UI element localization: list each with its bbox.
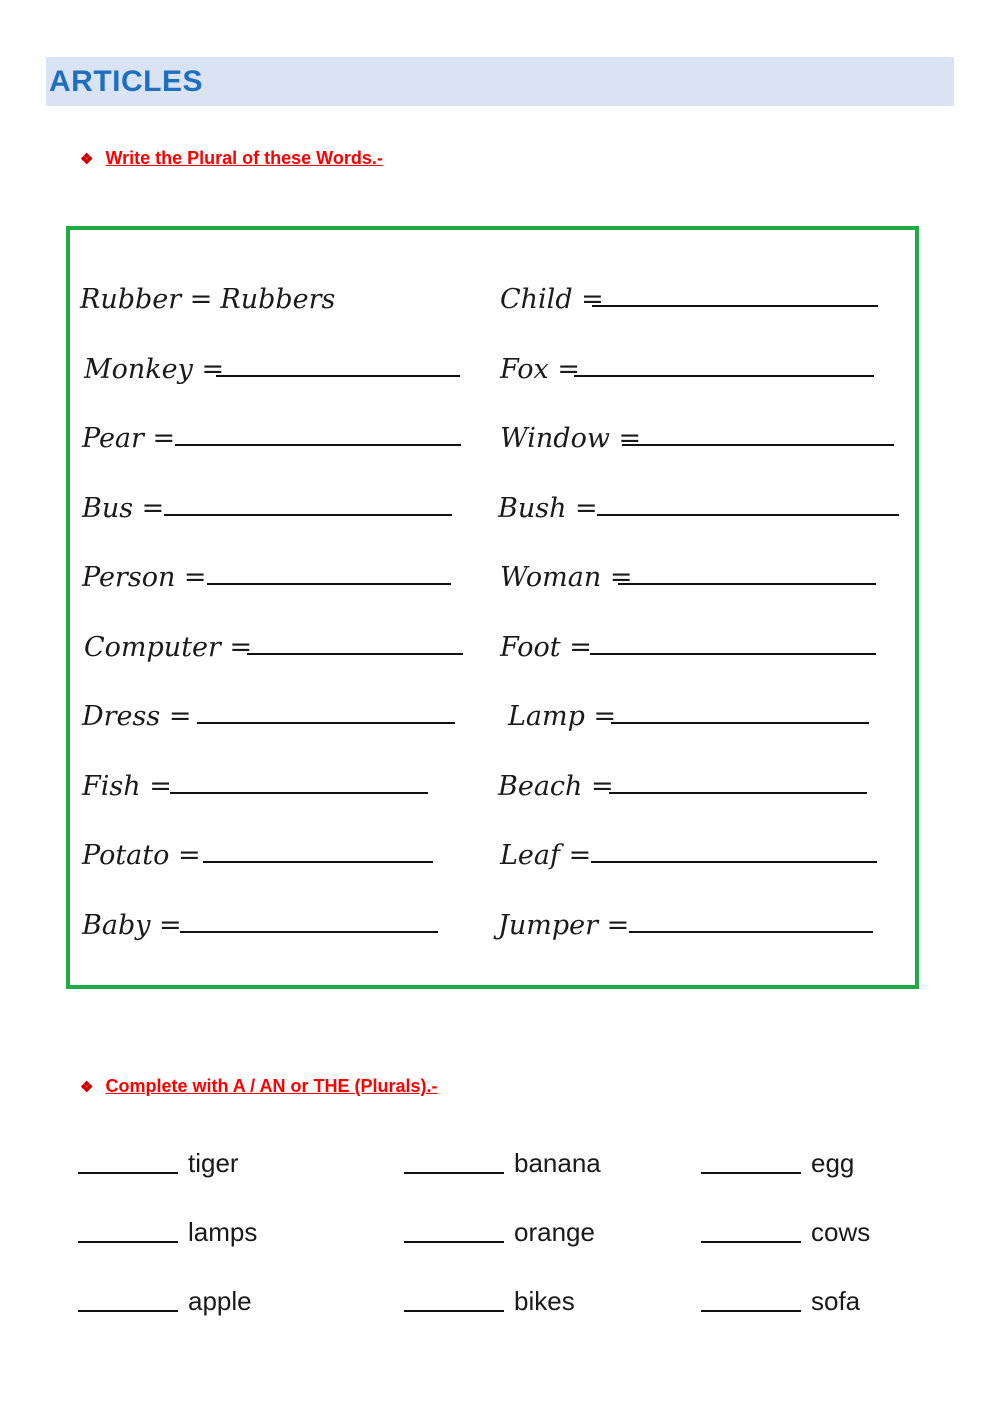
plural-item [82, 484, 164, 524]
article-item [78, 1214, 257, 1248]
plural-word: Potato = [82, 840, 201, 871]
section-heading-text: Write the Plural of these Words.- [105, 148, 383, 168]
answer-blank-line[interactable] [197, 721, 455, 724]
page-title: ARTICLES [49, 65, 203, 98]
article-word: banana [514, 1148, 601, 1178]
plural-item [82, 831, 201, 871]
plural-item [498, 762, 614, 802]
plural-item [500, 831, 591, 871]
answer-blank-line[interactable] [618, 582, 876, 585]
plural-word: Window = [500, 423, 642, 454]
plural-item [80, 275, 335, 315]
plural-word: Bus = [82, 493, 165, 524]
article-blank-line[interactable] [404, 1171, 504, 1174]
diamond-bullet-icon: ❖ [80, 150, 94, 168]
plural-word: Beach = [498, 771, 614, 802]
article-blank-line[interactable] [701, 1309, 801, 1312]
answer-blank-line[interactable] [622, 443, 894, 446]
section-heading-plurals [80, 148, 383, 169]
article-word: tiger [188, 1148, 239, 1178]
article-item [404, 1214, 595, 1248]
plural-word: Person = [82, 562, 207, 593]
plural-word: Fox = [500, 354, 580, 385]
plural-word: Baby = [82, 910, 182, 941]
plural-item [508, 692, 616, 732]
plural-word: Fish = [82, 771, 172, 802]
plural-item [82, 762, 172, 802]
plural-word: Foot = [500, 632, 592, 663]
article-word: bikes [514, 1286, 575, 1316]
article-word: lamps [188, 1217, 258, 1247]
answer-blank-line[interactable] [203, 860, 433, 863]
answer-blank-line[interactable] [170, 791, 428, 794]
plurals-box [66, 226, 919, 989]
plural-item [500, 345, 580, 385]
answer-blank-line[interactable] [216, 374, 460, 377]
section-heading-articles [80, 1076, 437, 1097]
answer-blank-line[interactable] [609, 791, 867, 794]
plural-word: Monkey = [84, 354, 225, 385]
answer-blank-line[interactable] [574, 374, 874, 377]
plural-answer: Rubbers [220, 284, 336, 315]
plural-word: Rubber = [80, 284, 213, 315]
article-word: egg [811, 1148, 855, 1178]
plural-word: Child = [500, 284, 604, 315]
article-item [701, 1145, 854, 1179]
plural-word: Leaf = [500, 840, 592, 871]
article-item [701, 1283, 860, 1317]
plural-word: Woman = [500, 562, 633, 593]
answer-blank-line[interactable] [247, 652, 463, 655]
plural-word: Jumper = [498, 910, 630, 941]
plural-item [500, 623, 592, 663]
answer-blank-line[interactable] [180, 930, 438, 933]
article-item [701, 1214, 870, 1248]
plural-word: Pear = [82, 423, 176, 454]
plural-word: Dress = [82, 701, 192, 732]
answer-blank-line[interactable] [611, 721, 869, 724]
plural-item [82, 553, 207, 593]
answer-blank-line[interactable] [597, 513, 899, 516]
article-word: cows [811, 1217, 871, 1247]
answer-blank-line[interactable] [207, 582, 451, 585]
article-word: sofa [811, 1286, 861, 1316]
answer-blank-line[interactable] [629, 930, 873, 933]
article-blank-line[interactable] [701, 1240, 801, 1243]
article-item [78, 1145, 239, 1179]
plural-item [498, 484, 598, 524]
plural-item [82, 414, 175, 454]
plural-item [82, 901, 182, 941]
plural-item [500, 414, 641, 454]
plural-item [498, 901, 629, 941]
section-heading-text: Complete with A / AN or THE (Plurals).- [105, 1076, 438, 1096]
title-bar [46, 57, 954, 106]
diamond-bullet-icon: ❖ [80, 1078, 94, 1096]
answer-blank-line[interactable] [591, 860, 877, 863]
plural-item [84, 623, 252, 663]
article-blank-line[interactable] [701, 1171, 801, 1174]
answer-blank-line[interactable] [592, 304, 878, 307]
article-blank-line[interactable] [404, 1240, 504, 1243]
article-item [404, 1283, 575, 1317]
plural-word: Lamp = [508, 701, 617, 732]
plural-item [500, 275, 604, 315]
plural-item [84, 345, 224, 385]
article-word: orange [514, 1217, 595, 1247]
article-blank-line[interactable] [78, 1171, 178, 1174]
plural-word: Bush = [498, 493, 598, 524]
answer-blank-line[interactable] [164, 513, 452, 516]
article-word: apple [188, 1286, 252, 1316]
article-blank-line[interactable] [78, 1240, 178, 1243]
answer-blank-line[interactable] [175, 443, 461, 446]
article-item [404, 1145, 601, 1179]
plural-word: Computer = [84, 632, 253, 663]
answer-blank-line[interactable] [590, 652, 876, 655]
article-blank-line[interactable] [404, 1309, 504, 1312]
article-item [78, 1283, 252, 1317]
plural-item [500, 553, 632, 593]
plural-item [82, 692, 191, 732]
article-blank-line[interactable] [78, 1309, 178, 1312]
